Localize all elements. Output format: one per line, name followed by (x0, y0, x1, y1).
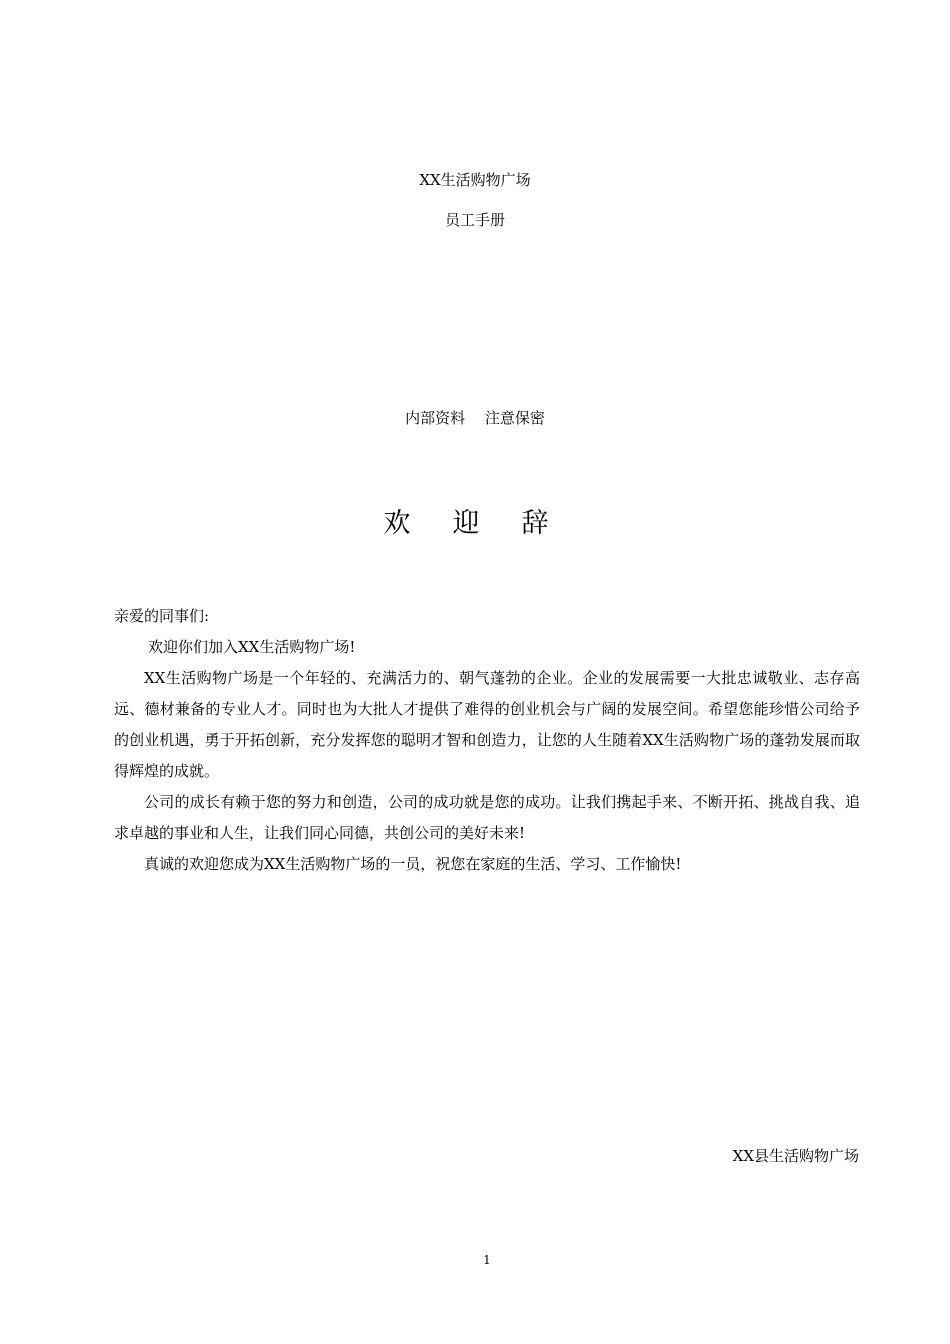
welcome-paragraph-1: 欢迎你们加入XX生活购物广场! (148, 638, 356, 656)
welcome-title: 欢迎辞 (383, 508, 591, 539)
salutation: 亲爱的同事们: (114, 607, 210, 625)
document-title: 员工手册 (444, 211, 505, 229)
company-name-heading: XX生活购物广场 (419, 171, 531, 189)
signature: XX县生活购物广场 (732, 1147, 859, 1165)
welcome-paragraph-4: 真诚的欢迎您成为XX生活购物广场的一员，祝您在家庭的生活、学习、工作愉快! (144, 855, 682, 873)
confidential-notice: 内部资料 注意保密 (405, 409, 545, 427)
welcome-paragraph-2: XX生活购物广场是一个年轻的、充满活力的、朝气蓬勃的企业。企业的发展需要一大批忠诚敬业、志存高远、德材兼备的专业人才。同时也为大批人才提供了难得的创业机会与广阔的发展空间。希望您能珍惜公司给予的创业机遇，勇于开拓创新，充分发挥您的聪明才智和创造力，让您的人生随着XX生活购物广场的蓬勃发展而取得辉煌的成就。 (114, 669, 860, 780)
page-number: 1 (483, 1253, 491, 1267)
welcome-letter (114, 601, 860, 880)
welcome-paragraph-3: 公司的成长有赖于您的努力和创造，公司的成功就是您的成功。让我们携起手来、不断开拓、挑战自我、追求卓越的事业和人生，让我们同心同德，共创公司的美好未来! (114, 793, 860, 842)
